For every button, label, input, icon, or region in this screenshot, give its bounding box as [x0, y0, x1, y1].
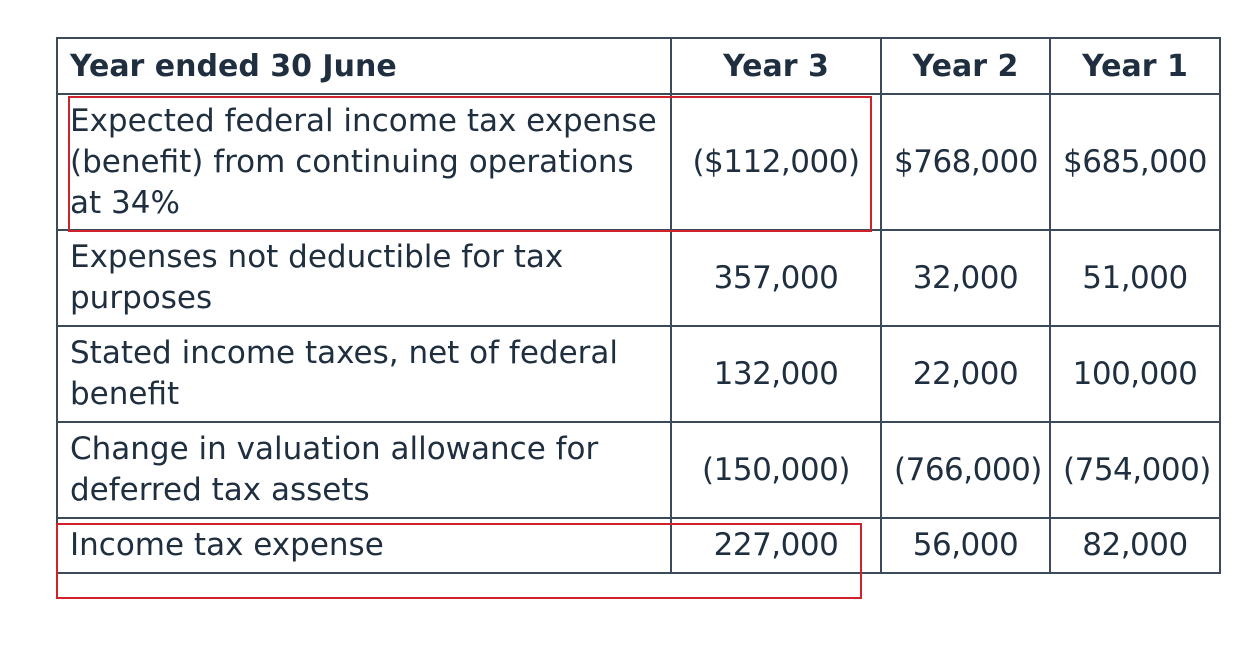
- cell-year-1: 82,000: [1050, 518, 1220, 573]
- income-tax-table: [56, 37, 1221, 574]
- cell-year-2: (766,000): [881, 422, 1050, 518]
- cell-year-3: ($112,000): [671, 94, 881, 230]
- row-label: Expected federal income tax expense (benefit) from continuing operations at 34%: [57, 94, 671, 230]
- header-row: [57, 38, 1220, 94]
- cell-year-3: 132,000: [671, 326, 881, 422]
- header-year-3: Year 3: [671, 38, 881, 94]
- row-label: Income tax expense: [57, 518, 671, 573]
- table-row: [57, 230, 1220, 326]
- table-row: [57, 518, 1220, 573]
- table-row: [57, 94, 1220, 230]
- cell-year-1: $685,000: [1050, 94, 1220, 230]
- header-year-1: Year 1: [1050, 38, 1220, 94]
- cell-year-3: 357,000: [671, 230, 881, 326]
- cell-year-1: 51,000: [1050, 230, 1220, 326]
- row-label: Stated income taxes, net of federal benefit: [57, 326, 671, 422]
- cell-year-2: 22,000: [881, 326, 1050, 422]
- cell-year-1: 100,000: [1050, 326, 1220, 422]
- row-label: Expenses not deductible for tax purposes: [57, 230, 671, 326]
- cell-year-2: $768,000: [881, 94, 1050, 230]
- cell-year-3: 227,000: [671, 518, 881, 573]
- header-year-2: Year 2: [881, 38, 1050, 94]
- table-row: [57, 326, 1220, 422]
- table-row: [57, 422, 1220, 518]
- cell-year-2: 56,000: [881, 518, 1050, 573]
- cell-year-3: (150,000): [671, 422, 881, 518]
- header-year-ended: Year ended 30 June: [57, 38, 671, 94]
- row-label: Change in valuation allowance for deferred tax assets: [57, 422, 671, 518]
- cell-year-1: (754,000): [1050, 422, 1220, 518]
- cell-year-2: 32,000: [881, 230, 1050, 326]
